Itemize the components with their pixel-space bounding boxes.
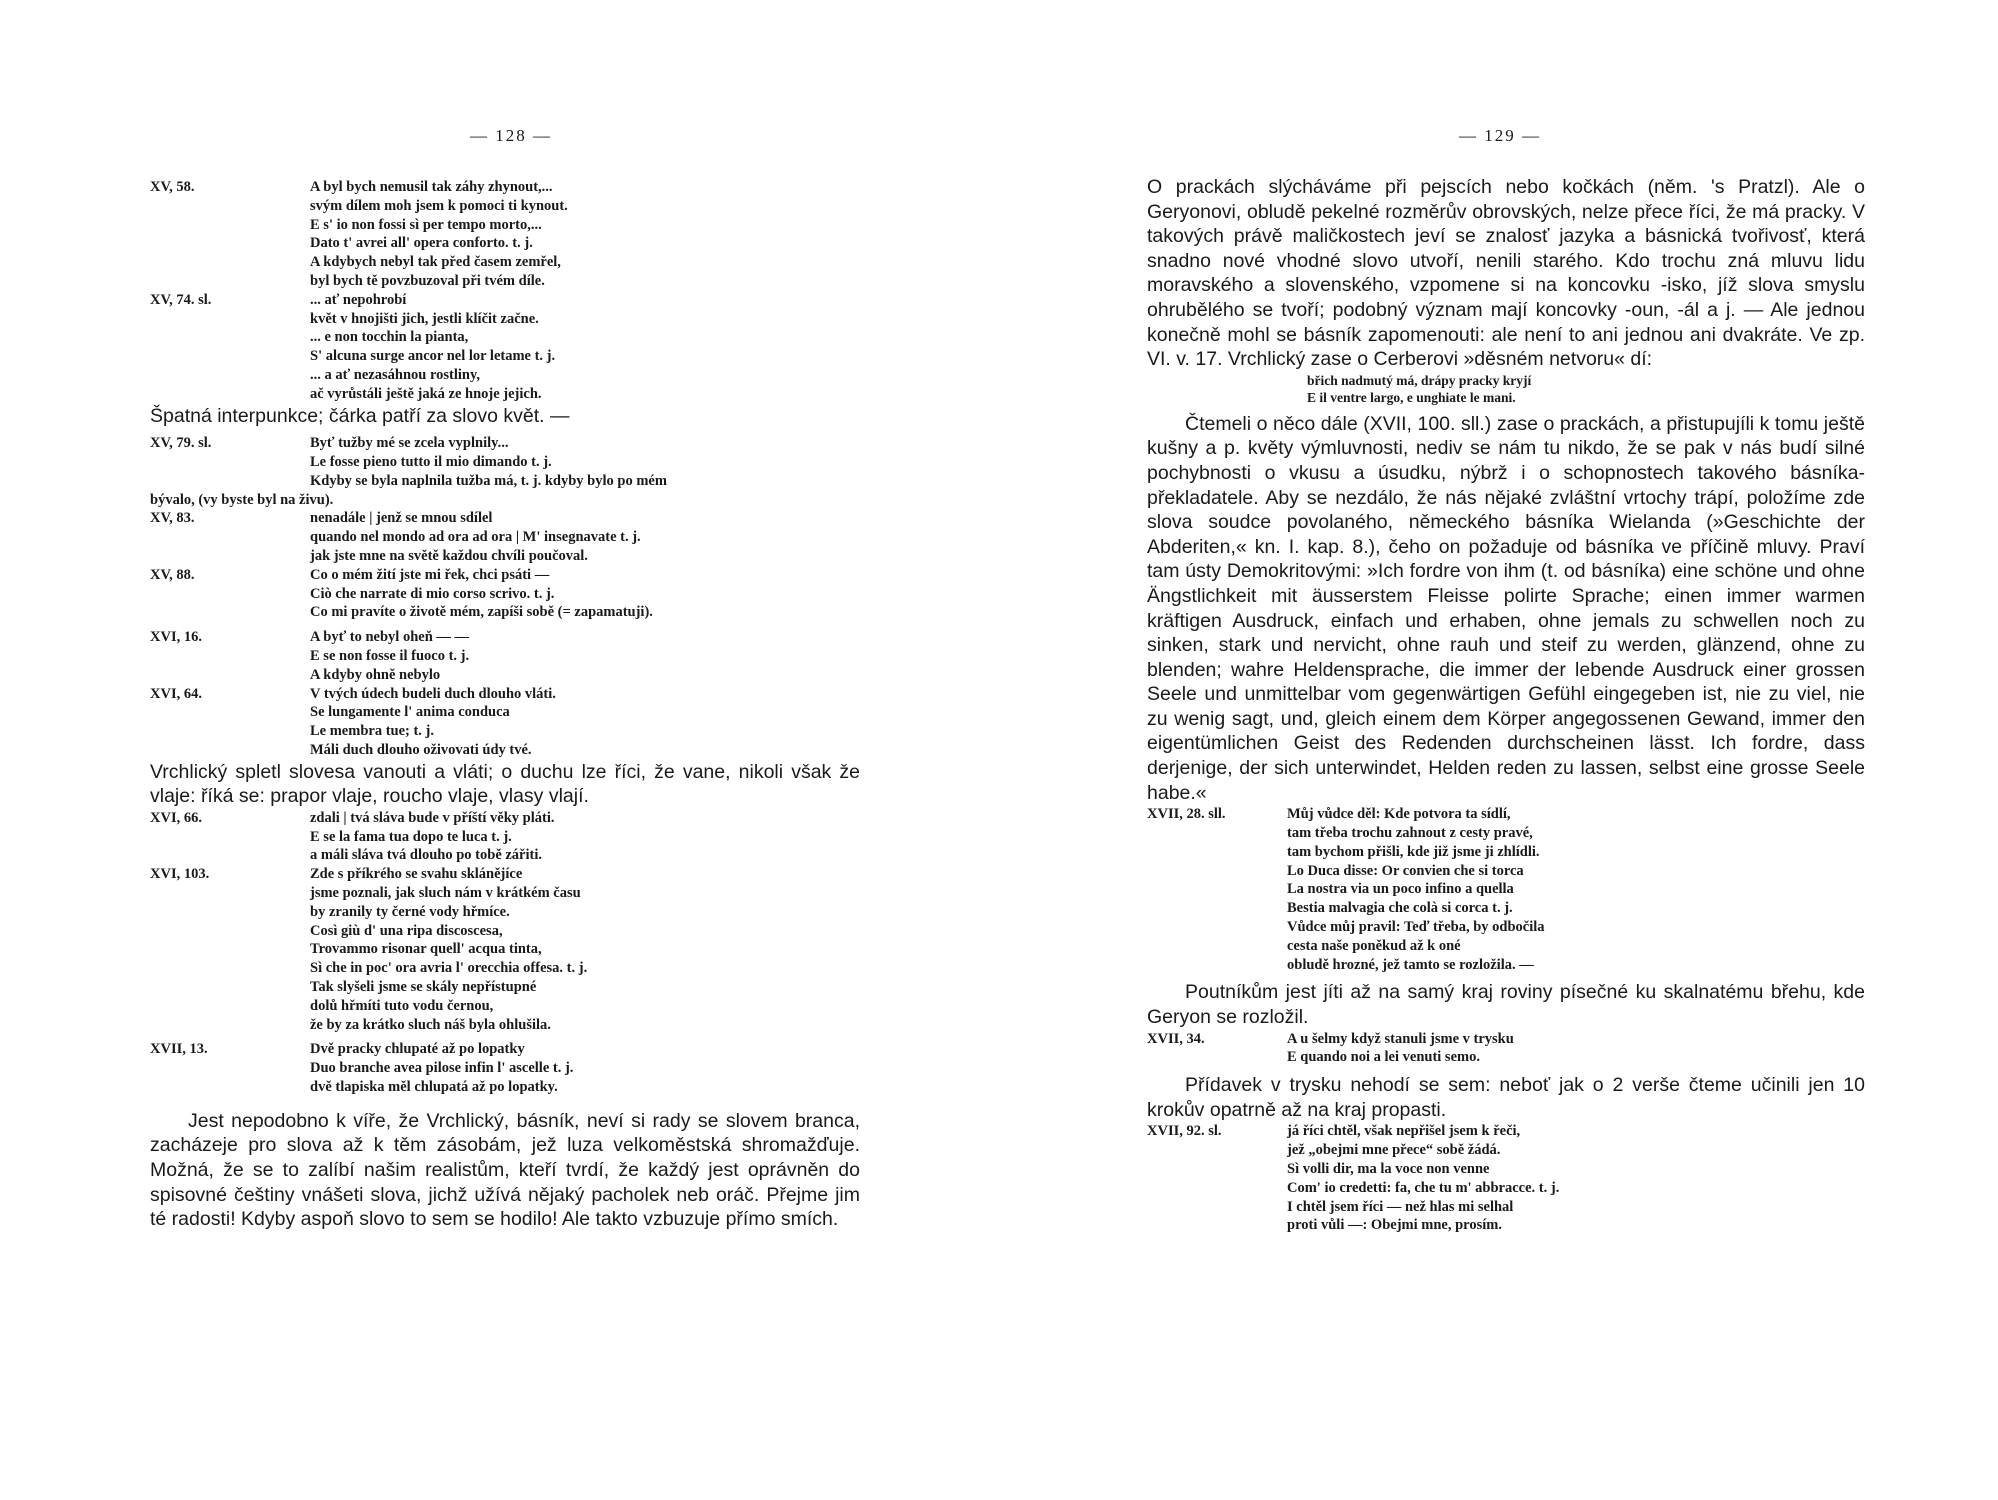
verse-continuation: bývalo, (vy byste byl na živu). — [150, 491, 334, 508]
verse-reference: XVI, 64. — [150, 685, 202, 702]
verse-quote: Byť tužby mé se zcela vyplnily... Le fosse pieno tutto il mio dimando t. j. Kdyby se byla naplnila tužba má, t. j. kdyby bylo po mém — [310, 435, 667, 489]
citation-entry — [150, 809, 860, 865]
citation-entry — [1147, 805, 1865, 974]
page-number-left: — 128 — — [470, 126, 552, 145]
right-page — [999, 0, 1998, 1500]
verse-quote: A u šelmy když stanuli jsme v trysku E quando noi a lei venuti semo. — [1287, 1030, 1514, 1066]
verse-reference: XVII, 13. — [150, 1041, 208, 1058]
verse-reference: XV, 83. — [150, 510, 195, 527]
commentary-paragraph: Jest nepodobno k víře, že Vrchlický, básník, neví si rady se slovem branca, zacházeje pro slova až k těm zásobám, jež luza velkoměstská shromažďuje. Možná, že se to zalíbí našim realistům, kteří tvrdí, že každý jest oprávněn do spisovné češtiny vnášeti slova, jichž užívá nějaký pacholek neb oráč. Přejme jim té radosti! Kdyby aspoň slovo to sem se hodilo! Ale takto vzbuzuje přímo smích. — [150, 1109, 860, 1231]
verse-quote: Můj vůdce děl: Kde potvora ta sídlí, tam třeba trochu zahnout z cesty pravé, tam bychom přišli, kde již jsme ji zhlídli. Lo Duca disse: Or convien che si torca La nostra via un poco infino a quella Bestia malvagia che colà si corca t. j. Vůdce můj pravil: Teď třeba, by odbočila cesta naše poněkud až k oné obludě hrozné, jež tamto se rozložila. — — [1287, 806, 1545, 973]
verse-quote: břich nadmutý má, drápy pracky kryjí E il ventre largo, e unghiate le mani. — [1307, 372, 1532, 405]
citation-entry — [1147, 1122, 1865, 1235]
commentary-paragraph: Čtemeli o něco dále (XVII, 100. sll.) zase o prackách, a přistupujíli k tomu ještě kušny a p. květy výmluvnosti, nediv se nám tu nikdo, že se pak v nás budí silné pochybnosti o vkusu a úsudku, nýbrž i o schopnostech takového básníka-překladatele. Aby se nezdálo, že nás nějaké zvláštní vrtochy trápí, položíme zde slova soudce povolaného, německého básníka Wielanda (»Geschichte der Abderiten,« kn. I. kap. 8.), čeho on požaduje od básníka ve příčině mluvy. Praví tam ústy Demokritovými: »Ich fordre von ihm (t. od básníka) eine schöne und ohne Ängstlichkeit mit äusserstem Fleisse polirte Sprache; einen immer warmen kräftigen Ausdruck, einfach und erhaben, ohne jemals zu schwellen noch zu sinken, stark und nervicht, ohne rauh und steif zu werden, glänzend, ohne zu blenden; wahre Heldensprache, die immer der lebende Ausdruck einer grossen Seele und unmittelbar vom gegenwärtigen Gefühl eingegeben ist, nie zu viel, nie zu wenig sagt, und, gleich einem dem Körper angegossenen Gewand, immer den eigentümlichen Geist des Redenden durchscheinen lässt. Ich fordre, dass derjenige, der sich unterwindet, Helden reden zu lassen, selbst eine grosse Seele habe.« — [1147, 412, 1865, 804]
verse-reference: XV, 74. sl. — [150, 291, 212, 308]
verse-quote: já říci chtěl, však nepřišel jsem k řeči, jež „obejmi mne přece“ sobě žádá. Sì volli dir, ma la voce non venne Com' io credetti: fa, che tu m' abbracce. t. j. I chtěl jsem říci — než hlas mi selhal proti vůli —: Obejmi mne, prosím. — [1287, 1123, 1560, 1234]
verse-quote: V tvých údech budeli duch dlouho vláti. Se lungamente l' anima conduca Le membra tue; t. j. Máli duch dlouho oživovati údy tvé. — [310, 685, 556, 758]
verse-reference: XVI, 103. — [150, 866, 210, 883]
verse-quote: nenadále | jenž se mnou sdílel quando nel mondo ad ora ad ora | M' insegnavate t. j. jak jste mne na světě každou chvíli poučoval. — [310, 510, 641, 564]
citation-entry — [150, 291, 860, 404]
verse-quote: ... ať nepohrobí květ v hnojišti jich, jestli klíčit začne. ... e non tocchin la pianta, S' alcuna surge ancor nel lor letame t. j. ... a ať nezasáhnou rostliny, ač vyrůstáli ještě jaká ze hnoje jejich. — [310, 291, 556, 402]
commentary-paragraph: O prackách slýcháváme při pejscích nebo kočkách (něm. 's Pratzl). Ale o Geryonovi, obludě pekelné rozměrův obrovských, nelze přece říci, že má pracky. V takových právě maličkostech jeví se znalosť jazyka a básnická tvořivosť, která snadno nové vhodné slovo utvoří, nenili starého. Kdo trochu zná mluvu lidu moravského a slovenského, vzpomene si na koncovku -isko, jíž slova smyslu ohrubělého se tvoří; podobný význam mají koncovky -oun, -ál a j. — Ale jednou konečně mohl se básník zapomenouti: ale není to ani jednou ani dvakráte. Ve zp. VI. v. 17. Vrchlický zase o Cerberovi »děsném netvoru« dí: — [1147, 176, 1865, 371]
verse-reference: XVII, 28. sll. — [1147, 806, 1226, 823]
verse-reference: XV, 58. — [150, 179, 195, 195]
verse-reference: XVII, 92. sl. — [1147, 1123, 1222, 1140]
page-number-right: — 129 — — [1459, 126, 1541, 145]
citation-entry — [150, 566, 860, 622]
verse-quote: Dvě pracky chlupaté až po lopatky Duo branche avea pilose infin l' ascelle t. j. dvě tlapiska měl chlupatá až po lopatky. — [310, 1041, 574, 1096]
citation-entry — [150, 509, 860, 565]
verse-reference: XVI, 66. — [150, 809, 202, 826]
verse-reference: XV, 88. — [150, 566, 195, 583]
verse-quote: A byť to nebyl oheň — — E se non fosse il fuoco t. j. A kdyby ohně nebylo — [310, 629, 470, 683]
commentary-paragraph: Špatná interpunkce; čárka patří za slovo květ. — — [150, 404, 570, 427]
left-page-text — [150, 178, 860, 1232]
commentary-paragraph: Vrchlický spletl slovesa vanouti a vláti; o duchu lze říci, že vane, nikoli však že vlaje: říká se: prapor vlaje, roucho vlaje, vlasy vlají. — [150, 760, 860, 808]
verse-quote: Co o mém žití jste mi řek, chci psáti — Ciò che narrate di mio corso scrivo. t. j. Co mi pravíte o životě mém, zapíši sobě (= zapamatuji). — [310, 566, 653, 621]
verse-reference: XV, 79. sl. — [150, 435, 212, 452]
citation-entry — [150, 685, 860, 760]
citation-entry — [150, 628, 860, 684]
verse-quote: zdali | tvá sláva bude v příští věky pláti. E se la fama tua dopo te luca t. j. a máli sláva tvá dlouho po tobě zářiti. — [310, 809, 555, 864]
verse-reference: XVII, 34. — [1147, 1030, 1205, 1047]
verse-reference: XVI, 16. — [150, 629, 202, 646]
right-page-text — [1147, 175, 1865, 1235]
citation-entry — [150, 865, 860, 1034]
citation-entry — [150, 178, 860, 291]
verse-quote: A byl bych nemusil tak záhy zhynout,... svým dílem moh jsem k pomoci ti kynout. E s' io non fossi sì per tempo morto,... Dato t' avrei all' opera conforto. t. j. A kdybych nebyl tak před časem zemřel, byl bych tě povzbuzoval při tvém díle. — [310, 179, 568, 289]
citation-entry — [150, 434, 860, 490]
citation-entry — [1147, 1030, 1865, 1068]
verse-quote: Zde s příkrého se svahu sklánějíce jsme poznali, jak sluch nám v krátkém času by zranily ty černé vody hřmíce. Così giù d' una ripa discoscesa, Trovammo risonar quell' acqua tinta, Sì che in poc' ora avria l' orecchia offesa. t. j. Tak slyšeli jsme se skály nepřístupné dolů hřmíti tuto vodu černou, že by za krátko sluch náš byla ohlušila. — [310, 866, 588, 1033]
commentary-paragraph: Poutníkům jest jíti až na samý kraj roviny písečné ku skalnatému břehu, kde Geryon se rozložil. — [1147, 981, 1865, 1029]
commentary-paragraph: Přídavek v trysku nehodí se sem: neboť jak o 2 verše čteme učinili jen 10 krokův opatrně až na kraj propasti. — [1147, 1074, 1865, 1121]
citation-entry — [150, 1040, 860, 1096]
